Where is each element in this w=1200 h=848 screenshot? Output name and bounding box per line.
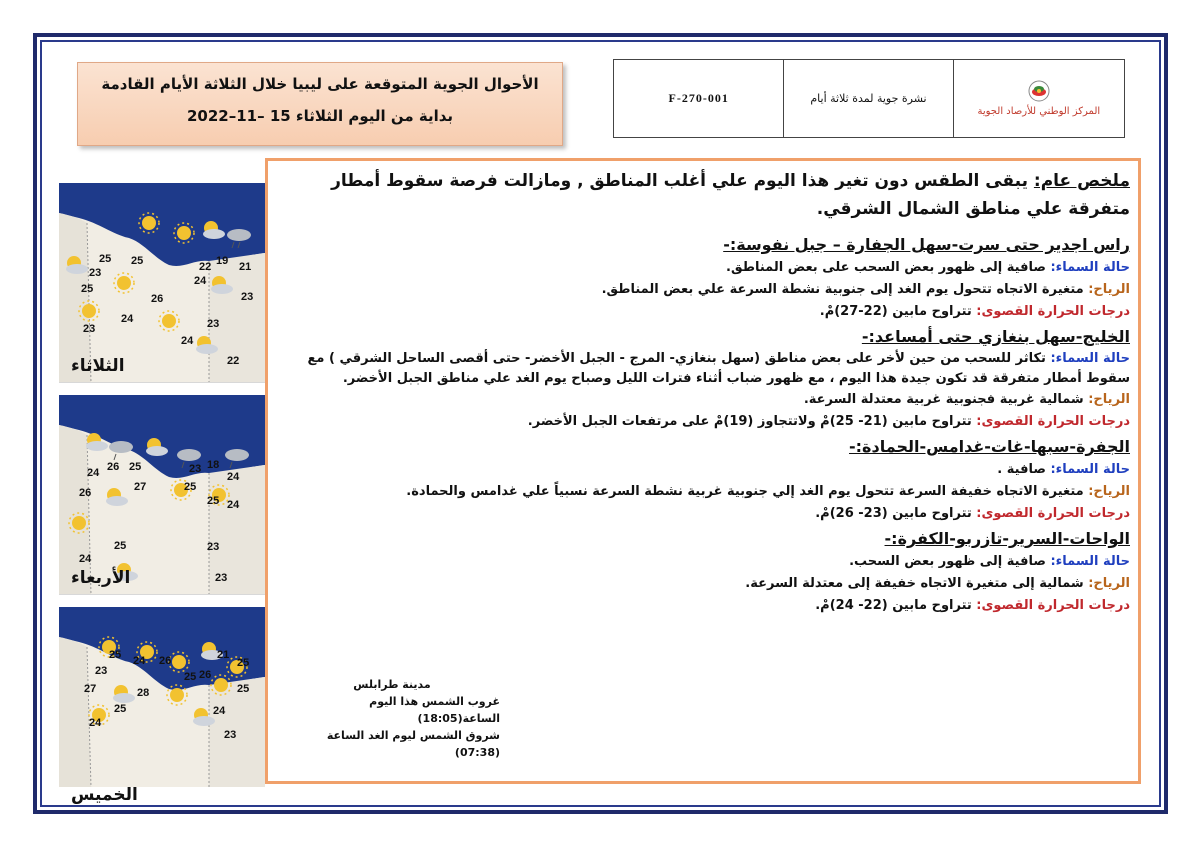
map-temperature: 26: [159, 655, 172, 667]
map-day-label: الخميس: [71, 785, 138, 805]
temp-label: درجات الحرارة القصوى:: [976, 506, 1130, 521]
wind-condition: [278, 481, 1130, 503]
sun-city: مدينة طرابلس: [353, 678, 431, 691]
map-temperature: 25: [184, 481, 197, 493]
sky-label: حالة السماء:: [1050, 260, 1130, 275]
map-day-label: الثلاثاء: [71, 356, 125, 376]
wind-condition: [278, 573, 1130, 595]
map-temperature: 24: [87, 467, 100, 479]
map-temperature: 27: [134, 481, 147, 493]
map-temperature: 26: [151, 293, 164, 305]
map-temperature: 24: [181, 335, 194, 347]
map-temperature: 24: [133, 655, 146, 667]
wind-text: متغيرة الاتجاه تتحول يوم الغد إلى جنوبية نشطة السرعة علي بعض المناطق.: [601, 282, 1089, 297]
map-temperature: 22: [199, 261, 212, 273]
map-temperature: 23: [83, 323, 96, 335]
map-temperature: 26: [107, 461, 120, 473]
map-temperature: 23: [207, 541, 220, 553]
center-cell: [954, 60, 1124, 137]
map-temperature: 22: [227, 355, 240, 367]
map-temperature: 25: [129, 461, 142, 473]
temp-text: تتراوح مابين (22-27)مْ.: [819, 304, 977, 319]
map-temperature: 23: [189, 463, 202, 475]
wind-label: الرياح:: [1088, 576, 1130, 591]
wind-condition: [278, 279, 1130, 301]
max-temperature: [278, 411, 1130, 433]
region-title: راس اجدير حتى سرت-سهل الجفارة – جبل نفوسة:-: [723, 235, 1130, 254]
map-day-label: الأربعاء: [71, 568, 131, 588]
region-title: الواحات-السرير-تازربو-الكفرة:-: [884, 529, 1130, 548]
sky-text: صافية إلى ظهور بعض السحب.: [849, 554, 1051, 569]
map-temperature: 26: [79, 487, 92, 499]
temp-label: درجات الحرارة القصوى:: [976, 414, 1130, 429]
map-temperature: 25: [114, 540, 127, 552]
title-box: [77, 62, 563, 146]
wind-text: شمالية غربية فجنوبية غربية معتدلة السرعة.: [803, 392, 1089, 407]
map-temperature: 19: [216, 255, 229, 267]
summary-label: ملخص عام:: [1033, 171, 1130, 191]
wind-label: الرياح:: [1088, 282, 1130, 297]
sunrise-time: شروق الشمس ليوم الغد الساعة (07:38): [326, 729, 500, 759]
forecast-map-day2: [59, 395, 265, 595]
sky-condition: [278, 349, 1130, 389]
temp-label: درجات الحرارة القصوى:: [976, 304, 1130, 319]
general-summary: [278, 167, 1130, 223]
map-temperature: 21: [217, 649, 230, 661]
temp-label: درجات الحرارة القصوى:: [976, 598, 1130, 613]
map-temperature: 25: [237, 657, 250, 669]
wind-label: الرياح:: [1088, 484, 1130, 499]
sky-text: صافية .: [997, 462, 1051, 477]
page-title: الأحوال الجوية المتوقعة على ليبيا خلال الثلاثة الأيام القادمة: [101, 75, 539, 93]
map-temperature: 23: [95, 665, 108, 677]
map-temperature: 23: [215, 572, 228, 584]
map-temperature: 24: [89, 717, 102, 729]
sunset-time: غروب الشمس هذا اليوم الساعة(18:05): [369, 695, 500, 725]
max-temperature: [278, 301, 1130, 323]
map-temperature: 25: [99, 253, 112, 265]
forecast-maps: [59, 183, 265, 805]
wind-text: متغيرة الاتجاه خفيفة السرعة تتحول يوم الغد إلي جنوبية غربية نشطة السرعة نسبياً علي غدامس والحمادة.: [406, 484, 1089, 499]
region-title: الجفرة-سبها-غات-غدامس-الحمادة:-: [849, 437, 1130, 456]
map-temperature: 25: [237, 683, 250, 695]
bulletin-name: نشرة جوية لمدة ثلاثة أيام: [784, 60, 953, 137]
map-temperature: 23: [89, 267, 102, 279]
forecast-map-day1: [59, 183, 265, 383]
form-code: F-270-001: [614, 60, 784, 137]
map-temperature: 23: [207, 318, 220, 330]
center-name: المركز الوطني للأرصاد الجوية: [977, 106, 1101, 117]
forecast-map-day3: [59, 607, 265, 807]
wind-condition: [278, 389, 1130, 411]
temp-text: تتراوح مابين (22- 24)مْ.: [815, 598, 977, 613]
map-temperature: 21: [239, 261, 252, 273]
map-temperature: 24: [227, 499, 240, 511]
map-temperature: 28: [137, 687, 150, 699]
map-temperature: 25: [109, 649, 122, 661]
map-temperature: 26: [199, 669, 212, 681]
map-temperature: 24: [194, 275, 207, 287]
map-temperature: 23: [224, 729, 237, 741]
wind-label: الرياح:: [1088, 392, 1130, 407]
sky-condition: [278, 257, 1130, 279]
map-temperature: 25: [114, 703, 127, 715]
map-temperature: 24: [213, 705, 226, 717]
summary-text: يبقى الطقس دون تغير هذا اليوم علي أغلب المناطق , ومازالت فرصة سقوط أمطار متفرقة علي مناطق الشمال الشرقي.: [331, 171, 1130, 219]
map-temperature: 25: [207, 495, 220, 507]
sky-condition: [278, 551, 1130, 573]
libya-map-graphic: [59, 607, 265, 787]
max-temperature: [278, 503, 1130, 525]
sky-label: حالة السماء:: [1050, 351, 1130, 366]
map-temperature: 25: [81, 283, 94, 295]
wind-text: شمالية إلى متغيرة الاتجاه خفيفة إلى معتدلة السرعة.: [745, 576, 1089, 591]
map-temperature: 24: [121, 313, 134, 325]
map-temperature: 27: [84, 683, 97, 695]
sky-label: حالة السماء:: [1050, 554, 1130, 569]
max-temperature: [278, 595, 1130, 617]
map-temperature: 25: [131, 255, 144, 267]
sky-text: تكاثر للسحب من حين لأخر على بعض مناطق (سهل بنغازي- المرج - الجبل الأخضر- حتى أقصى الساحل الشرقي ) مع سقوط أمطار متفرقة قد تكون جيدة هذا اليوم ، مع ظهور ضباب أثناء فترات الليل وصباح يوم الغد علي مناطق الجبل الأخضر.: [307, 351, 1130, 386]
document-header-table: [613, 59, 1125, 138]
weather-center-logo-icon: [1027, 80, 1051, 102]
sky-condition: [278, 459, 1130, 481]
map-temperature: 18: [207, 459, 220, 471]
temp-text: تتراوح مابين (21- 25)مْ ولاتتجاوز (19)مْ على مرتفعات الجبل الأخضر.: [527, 414, 977, 429]
temp-text: تتراوح مابين (23- 26)مْ.: [815, 506, 977, 521]
page-subtitle-date: بداية من اليوم الثلاثاء 15 –11–2022: [186, 107, 454, 125]
map-temperature: 23: [241, 291, 254, 303]
map-temperature: 24: [79, 553, 92, 565]
map-temperature: 25: [184, 671, 197, 683]
sun-times: [284, 676, 500, 761]
map-temperature: 24: [227, 471, 240, 483]
sky-label: حالة السماء:: [1050, 462, 1130, 477]
sky-text: صافية إلى ظهور بعض السحب على بعض المناطق.: [726, 260, 1051, 275]
region-title: الخليج-سهل بنغازي حتى أمساعد:-: [861, 327, 1130, 346]
